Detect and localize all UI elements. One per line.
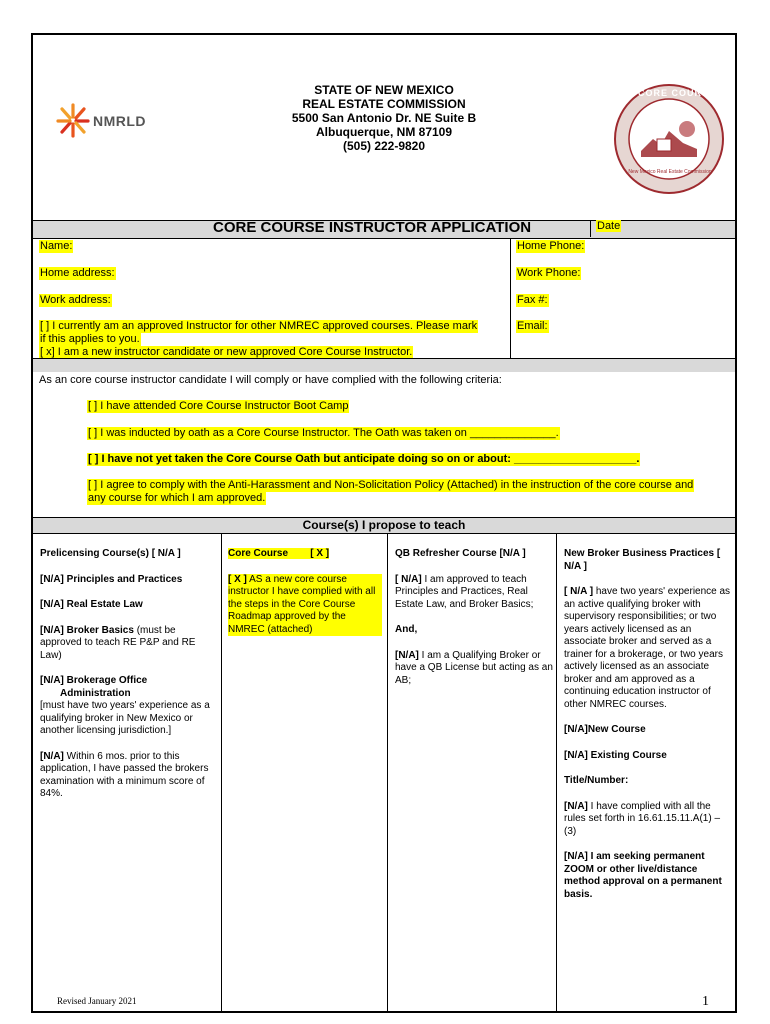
- rules-label: [N/A]: [564, 800, 588, 812]
- approved-instructor-checkbox-line2: if this applies to you.: [40, 333, 140, 345]
- criteria-policy-checkbox-line1[interactable]: [ ] I agree to comply with the Anti-Harassment and Non-Solicitation Policy (Attached) in the instruction of the core course and: [88, 479, 694, 491]
- brokerage-office-checkbox[interactable]: [40, 675, 218, 738]
- course-divider-3: [556, 533, 557, 1013]
- existing-course-checkbox[interactable]: [N/A] Existing Course: [564, 749, 667, 761]
- form-title: CORE COURSE INSTRUCTOR APPLICATION: [213, 219, 532, 236]
- email-label: Email:: [517, 320, 548, 332]
- page-number: 1: [702, 994, 709, 1009]
- work-phone-label: Work Phone:: [517, 267, 581, 279]
- brokerage-office-note: [must have two years' experience as a qualifying broker in New Mexico or another licensing jurisdiction.]: [40, 700, 210, 736]
- broker-basics-note: (must be approved to teach RE P&P and RE Law): [40, 624, 196, 661]
- approved-instructor-checkbox-line1[interactable]: [ ] I currently am an approved Instructor for other NMREC approved courses. Please mark: [40, 320, 478, 332]
- course-divider-1: [221, 533, 222, 1013]
- prelicensing-column: [40, 548, 218, 814]
- title-number-label: Title/Number:: [564, 775, 629, 786]
- home-address-label: Home address:: [40, 267, 115, 279]
- new-course-checkbox[interactable]: [N/A]New Course: [564, 724, 646, 735]
- principles-checkbox[interactable]: [N/A] Principles and Practices: [40, 573, 183, 585]
- core-course-title: [228, 548, 329, 559]
- qb-broker-checkbox[interactable]: [395, 650, 553, 688]
- core-course-column: [228, 548, 382, 649]
- new-broker-experience-checkbox[interactable]: [564, 586, 732, 711]
- core-course-title-text: Core Course: [228, 548, 289, 559]
- new-broker-experience-label: [ N/A ]: [564, 586, 594, 597]
- new-broker-experience-note: have two years' experience as an active qualifying broker with supervisory responsibilities; or two years actively licensed as an associate broker and served as a trainer for a brokerage, or two years actively licensed as an associate broker and am approved as a continuing education instructor of other NMREC courses.: [564, 586, 731, 710]
- name-label: Name:: [40, 240, 73, 252]
- work-address-label: Work address:: [40, 294, 111, 306]
- form-frame: [31, 33, 737, 1013]
- core-course-check: [ X ]: [228, 573, 247, 585]
- criteria-oath-pending-checkbox[interactable]: [ ] I have not yet taken the Core Course Oath but anticipate doing so on or about: ____________________.: [88, 453, 640, 465]
- criteria-separator: [33, 358, 735, 372]
- criteria-policy-checkbox-line2: any course for which I am approved.: [88, 492, 266, 504]
- criteria-bootcamp-checkbox[interactable]: [ ] I have attended Core Course Instructor Boot Camp: [88, 400, 349, 412]
- date-label: Date: [597, 220, 621, 232]
- header-line-commission: REAL ESTATE COMMISSION: [302, 97, 466, 111]
- core-course-seal: [613, 83, 725, 200]
- courses-header: [33, 517, 735, 534]
- core-course-note: AS a new core course instructor I have complied with all the steps in the Core Course Roadmap approved by the NMREC (attached): [228, 573, 376, 635]
- criteria-intro: As an core course instructor candidate I will comply or have complied with the following criteria:: [39, 374, 502, 386]
- logo-text: NMRLD: [93, 113, 147, 129]
- core-course-checkbox[interactable]: [228, 574, 382, 637]
- seal-subtitle: New Mexico Real Estate Commission: [628, 169, 712, 175]
- broker-basics-checkbox[interactable]: [40, 625, 218, 663]
- brokerage-office-label-2: Administration: [60, 687, 131, 699]
- courses-header-text: Course(s) I propose to teach: [302, 518, 466, 532]
- broker-basics-label: [N/A] Broker Basics: [40, 624, 134, 636]
- prelicensing-title: Prelicensing Course(s) [ N/A ]: [40, 548, 181, 559]
- exam-note: Within 6 mos. prior to this application, I have passed the brokers examination with a minimum score of 84%.: [40, 750, 209, 799]
- exam-label: [N/A]: [40, 750, 64, 762]
- zoom-checkbox[interactable]: [N/A] I am seeking permanent ZOOM or other live/distance method approval on a permanent basis.: [564, 851, 722, 900]
- new-broker-title: New Broker Business Practices [ N/A ]: [564, 548, 721, 572]
- home-phone-label: Home Phone:: [517, 240, 585, 252]
- seal-title: CORE COURSE: [638, 88, 717, 98]
- exam-checkbox[interactable]: [40, 751, 218, 801]
- revised-date: Revised January 2021: [57, 996, 137, 1006]
- new-broker-column: [564, 548, 732, 914]
- core-course-mark[interactable]: [ X ]: [310, 548, 330, 559]
- brokerage-office-label: [N/A] Brokerage Office: [40, 675, 148, 686]
- fax-label: Fax #:: [517, 294, 548, 306]
- new-instructor-checkbox[interactable]: [ x] I am a new instructor candidate or new approved Core Course Instructor.: [40, 346, 413, 358]
- contact-divider: [510, 238, 511, 358]
- qb-refresher-column: [395, 548, 553, 700]
- real-estate-law-checkbox[interactable]: [N/A] Real Estate Law: [40, 599, 143, 610]
- criteria-oath-taken-checkbox[interactable]: [ ] I was inducted by oath as a Core Course Instructor. The Oath was taken on ______________.: [88, 427, 559, 439]
- date-cell[interactable]: [590, 220, 738, 237]
- qb-and: And,: [395, 624, 418, 635]
- header-line-state: STATE OF NEW MEXICO: [314, 83, 454, 97]
- course-divider-2: [387, 533, 388, 1013]
- qb-approved-note: I am approved to teach Principles and Practices, Real Estate Law, and Broker Basics;: [395, 573, 534, 610]
- rules-checkbox[interactable]: [564, 801, 732, 839]
- header-line-address: 5500 San Antonio Dr. NE Suite B: [291, 111, 477, 125]
- qb-approved-checkbox[interactable]: [395, 574, 553, 612]
- rules-note: I have complied with all the rules set forth in 16.61.15.11.A(1) – (3): [564, 800, 721, 837]
- header-line-city: Albuquerque, NM 87109: [315, 125, 453, 139]
- header-line-phone: (505) 222-9820: [342, 139, 426, 153]
- qb-broker-note: I am a Qualifying Broker or have a QB License but acting as an AB;: [395, 649, 553, 686]
- qb-approved-label: [ N/A]: [395, 573, 422, 585]
- qb-refresher-title: QB Refresher Course [N/A ]: [395, 548, 526, 559]
- qb-broker-label: [N/A]: [395, 649, 419, 661]
